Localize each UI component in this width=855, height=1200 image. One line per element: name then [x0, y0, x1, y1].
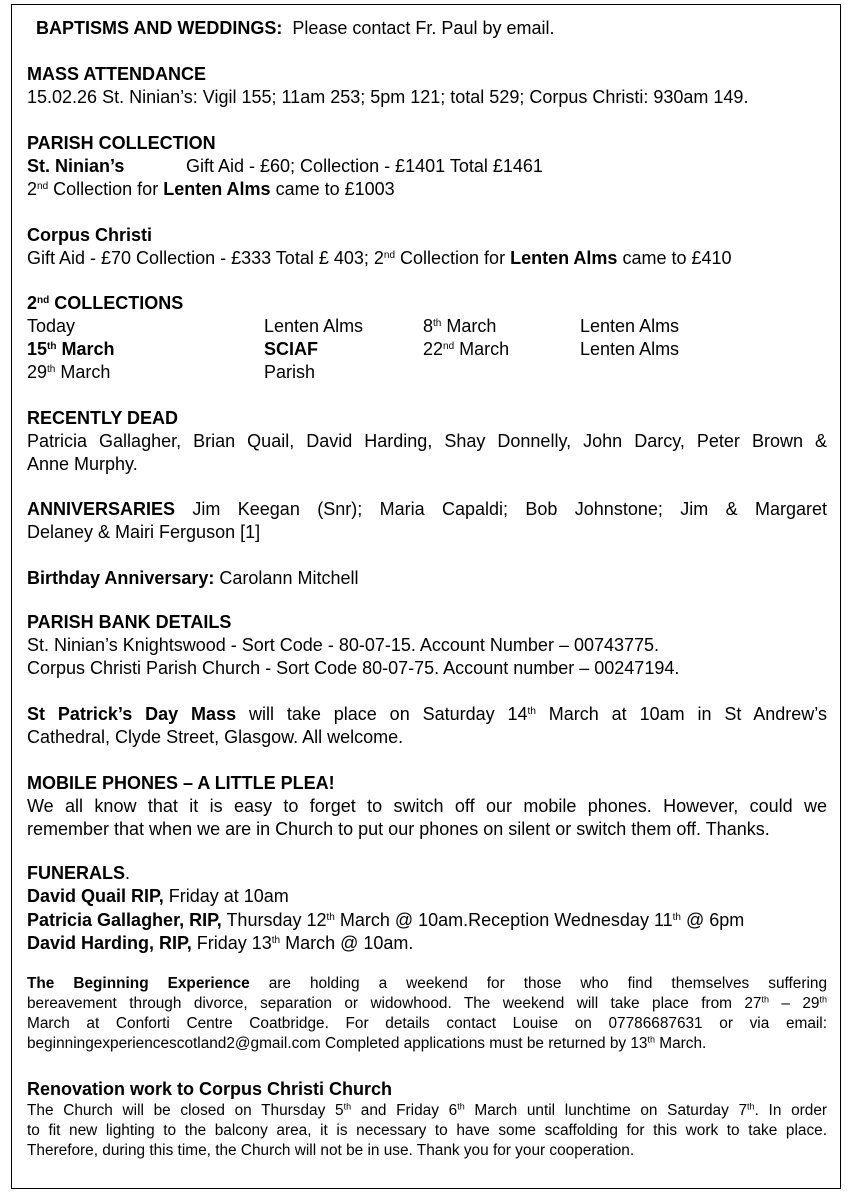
funerals-heading: FUNERALS. [27, 863, 131, 883]
bank-details-line: Corpus Christi Parish Church - Sort Code 80-07-75. Account number – 00247194. [27, 658, 680, 678]
collection-date: 15th March [27, 339, 115, 359]
beginning-experience-line: March at Conforti Centre Coatbridge. For details contact Louise on 07786687631 or via email: [27, 1015, 827, 1032]
collection-cause: SCIAF [264, 339, 318, 359]
corpus-christi-heading: Corpus Christi [27, 225, 153, 245]
parish-collection-heading: PARISH COLLECTION [27, 133, 216, 153]
collection-date: 29th March [27, 362, 111, 382]
second-collections-heading: 2nd COLLECTIONS [27, 293, 184, 313]
renovation-heading: Renovation work to Corpus Christi Church [27, 1079, 393, 1099]
baptisms-heading: BAPTISMS AND WEDDINGS: [36, 18, 283, 38]
mass-attendance-text: 15.02.26 St. Ninian’s: Vigil 155; 11am 253; 5pm 121; total 529; Corpus Christi: 930am 149. [27, 87, 749, 107]
corpus-christi-collection: Gift Aid - £70 Collection - £333 Total £ 403; 2nd Collection for Lenten Alms came to £410 [27, 248, 732, 268]
collection-cause: Lenten Alms [580, 316, 680, 336]
st-patrick-line: St Patrick’s Day Mass will take place on Saturday 14th March at 10am in St Andrew’s [27, 704, 827, 724]
collection-date: 22nd March [423, 339, 510, 359]
anniversaries-line: ANNIVERSARIES Jim Keegan (Snr); Maria Capaldi; Bob Johnstone; Jim & Margaret [27, 499, 827, 519]
collection-date: Today [27, 316, 76, 336]
bank-details-heading: PARISH BANK DETAILS [27, 612, 232, 632]
st-patrick-line: Cathedral, Clyde Street, Glasgow. All welcome. [27, 727, 404, 747]
mobile-phones-heading: MOBILE PHONES – A LITTLE PLEA! [27, 773, 335, 793]
baptisms-line [36, 17, 554, 40]
funeral-entry: David Harding, RIP, Friday 13th March @ 10am. [27, 933, 414, 953]
recently-dead-heading: RECENTLY DEAD [27, 408, 179, 428]
funeral-entry: David Quail RIP, Friday at 10am [27, 886, 289, 906]
st-ninians-collection [27, 155, 543, 178]
recently-dead-line: Anne Murphy. [27, 454, 138, 474]
recently-dead-line: Patricia Gallagher, Brian Quail, David Harding, Shay Donnelly, John Darcy, Peter Brown & [27, 431, 827, 451]
st-ninians-amounts: Gift Aid - £60; Collection - £1401 Total £1461 [186, 156, 543, 176]
st-ninians-second-collection: 2nd Collection for Lenten Alms came to £1003 [27, 179, 395, 199]
anniversaries-line: Delaney & Mairi Ferguson [1] [27, 522, 261, 542]
bank-details-line: St. Ninian’s Knightswood - Sort Code - 80-07-15. Account Number – 00743775. [27, 635, 660, 655]
renovation-line: to fit new lighting to the balcony area, it is necessary to have some scaffolding for this work to take place. [27, 1122, 827, 1139]
collection-cause: Parish [264, 362, 316, 382]
collection-date: 8th March [423, 316, 497, 336]
renovation-line: The Church will be closed on Thursday 5th and Friday 6th March until lunchtime on Saturday 7th. In order [27, 1101, 828, 1119]
renovation-line: Therefore, during this time, the Church will not be in use. Thank you for your cooperation. [27, 1142, 635, 1159]
st-ninians-label: St. Ninian’s [27, 156, 125, 176]
mass-attendance-heading: MASS ATTENDANCE [27, 64, 206, 84]
anniversaries-heading: ANNIVERSARIES [27, 499, 176, 519]
beginning-experience-line: bereavement through divorce, separation or widowhood. The weekend will take place from 27th – 29th [27, 994, 827, 1012]
baptisms-text: Please contact Fr. Paul by email. [292, 18, 555, 38]
mobile-phones-line: We all know that it is easy to forget to switch off our mobile phones. However, could we [27, 796, 827, 816]
collection-cause: Lenten Alms [580, 339, 680, 359]
birthday-anniversary: Birthday Anniversary: Carolann Mitchell [27, 568, 359, 588]
funeral-entry: Patricia Gallagher, RIP, Thursday 12th March @ 10am.Reception Wednesday 11th @ 6pm [27, 910, 745, 930]
beginning-experience-line: beginningexperiencescotland2@gmail.com Completed applications must be returned by 13th March. [27, 1034, 707, 1052]
mobile-phones-line: remember that when we are in Church to put our phones on silent or switch them off. Thanks. [27, 819, 770, 839]
collection-cause: Lenten Alms [264, 316, 364, 336]
beginning-experience-line: The Beginning Experience are holding a weekend for those who find themselves suffering [27, 975, 828, 992]
